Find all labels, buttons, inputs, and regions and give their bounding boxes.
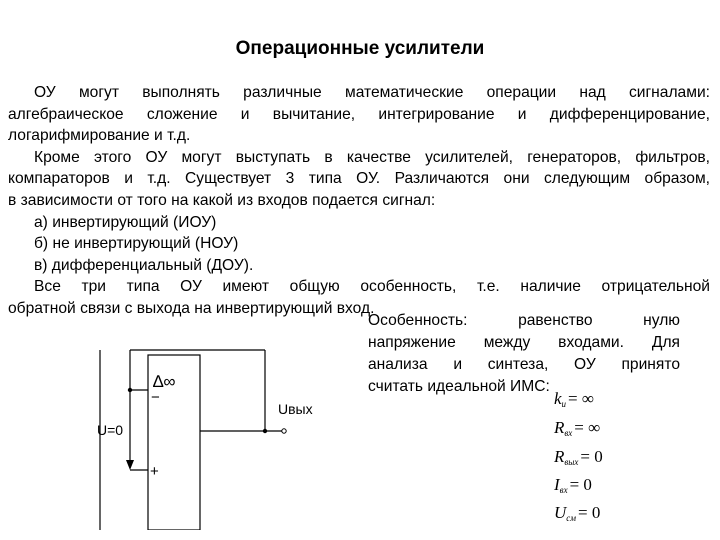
- svg-text:ku= ∞: [554, 389, 594, 409]
- ideal-opamp-formulas: [548, 384, 638, 534]
- svg-text:Rвых= 0: [553, 447, 603, 467]
- formula-rhs: = ∞: [574, 418, 601, 437]
- output-voltage-label: Uвых: [278, 401, 313, 417]
- paragraph1-line: ОУ могут выполнять различные математические операции над сигналами:: [34, 84, 710, 101]
- svg-text:Rвх= ∞: [553, 418, 600, 438]
- formula-base: k: [554, 389, 562, 408]
- type-item: а) инвертирующий (ИОУ): [34, 213, 217, 231]
- delta-infinity-label: ∆∞: [153, 372, 176, 391]
- input-voltage-label: U=0: [97, 422, 124, 438]
- paragraph3-line: обратной связи с выхода на инвертирующий вход.: [8, 299, 375, 317]
- svg-text:Uсм= 0: [554, 503, 600, 523]
- paragraph2-line: в зависимости от того на какой из входов подается сигнал:: [8, 191, 436, 209]
- formula-sub: вых: [564, 457, 579, 467]
- svg-text:Iвх= 0: [553, 475, 592, 495]
- paragraph1-line: логарифмирование и т.д.: [8, 127, 191, 145]
- formula-base: R: [554, 418, 565, 437]
- feature-line: считать идеальной ИМС:: [368, 378, 550, 395]
- paragraph2-line: компараторов и т.д. Существует 3 типа ОУ. Различаются они следующим образом,: [8, 170, 710, 188]
- formula-rhs: = ∞: [568, 389, 595, 408]
- formula-rhs: = 0: [578, 503, 601, 522]
- paragraph2-line: Кроме этого ОУ могут выступать в качестве усилителей, генераторов, фильтров,: [34, 148, 710, 166]
- feature-line: напряжение между входами. Для: [368, 334, 680, 351]
- minus-sign: −: [151, 389, 160, 406]
- output-terminal: [282, 429, 286, 433]
- formula-base: R: [554, 447, 565, 466]
- type-item: б) не инвертирующий (НОУ): [34, 235, 239, 253]
- arrow-head: [126, 460, 134, 470]
- page-title: Операционные усилители: [235, 38, 485, 59]
- formula-sub: вх: [564, 428, 573, 438]
- paragraph1-line: алгебраическое сложение и вычитание, интегрирование и дифференцирование,: [8, 105, 710, 123]
- op-amp-circuit-diagram: [0, 340, 360, 530]
- formula-base: U: [554, 503, 567, 522]
- junction-dot: [128, 388, 132, 392]
- paragraph3-line: Все три типа ОУ имеют общую особенность, т.е. наличие отрицательной: [34, 278, 710, 296]
- junction-dot: [263, 429, 267, 433]
- formula-sub: см: [566, 513, 577, 523]
- type-item: в) дифференциальный (ДОУ).: [34, 256, 254, 274]
- formula-rhs: = 0: [580, 447, 603, 466]
- formula-rhs: = 0: [569, 475, 592, 494]
- feature-line: анализа и синтеза, ОУ принято: [368, 356, 680, 373]
- formula-base: I: [554, 475, 560, 494]
- formula-sub: вх: [559, 485, 568, 495]
- main-text: [8, 82, 710, 320]
- feature-line: Особенность: равенство нулю: [368, 312, 680, 329]
- plus-sign: +: [150, 463, 159, 480]
- formula-sub: u: [561, 399, 567, 409]
